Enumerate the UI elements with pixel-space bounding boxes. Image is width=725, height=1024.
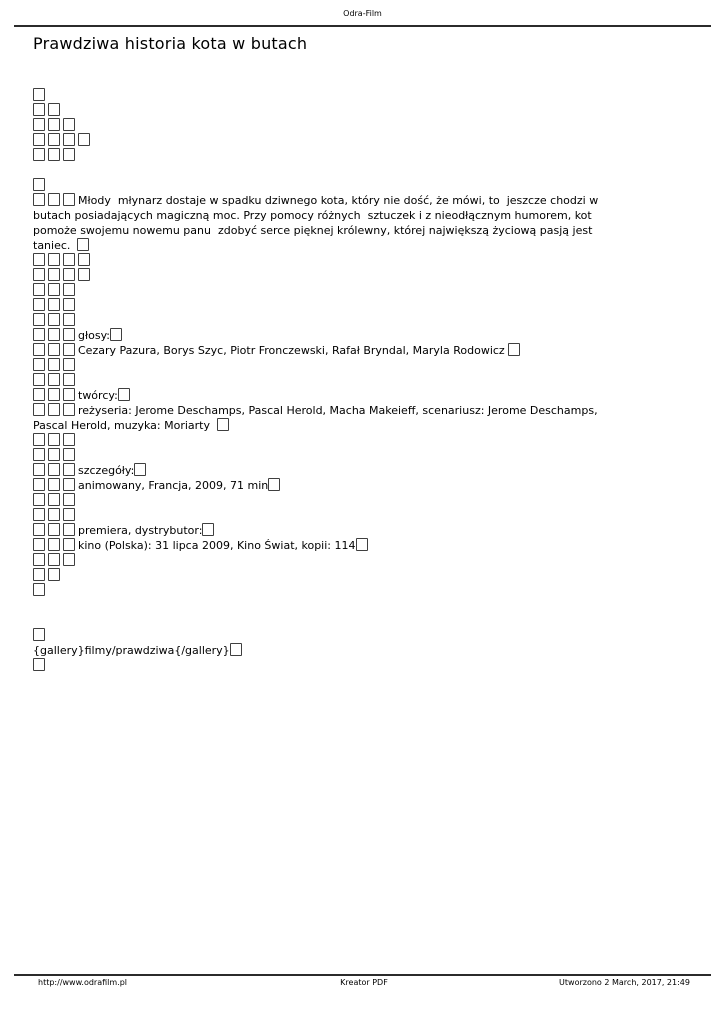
missing-glyph-box-icon	[63, 343, 75, 356]
missing-glyph-box-icon	[48, 343, 60, 356]
missing-glyph-box-icon	[48, 118, 60, 131]
missing-glyph-box-icon	[33, 313, 45, 326]
missing-glyph-box-icon	[33, 508, 45, 521]
text-line	[33, 598, 703, 613]
text-line	[33, 493, 703, 508]
missing-glyph-box-icon	[33, 268, 45, 281]
missing-glyph-box-icon	[33, 283, 45, 296]
missing-glyph-box-icon	[48, 313, 60, 326]
missing-glyph-box-icon	[33, 553, 45, 566]
footer-rule	[14, 974, 711, 976]
missing-glyph-box-icon	[33, 133, 45, 146]
missing-glyph-box-icon	[63, 328, 75, 341]
text-line: Młody młynarz dostaje w spadku dziwnego kota, który nie dość, że mówi, to jeszcze chodzi w	[33, 193, 703, 208]
text-line	[33, 358, 703, 373]
text-line	[33, 568, 703, 583]
missing-glyph-box-icon	[63, 448, 75, 461]
text-line	[33, 313, 703, 328]
missing-glyph-box-icon	[48, 298, 60, 311]
missing-glyph-box-icon	[134, 463, 146, 476]
missing-glyph-box-icon	[33, 478, 45, 491]
missing-glyph-box-icon	[48, 148, 60, 161]
missing-glyph-box-icon	[63, 538, 75, 551]
missing-glyph-box-icon	[48, 448, 60, 461]
missing-glyph-box-icon	[78, 133, 90, 146]
missing-glyph-box-icon	[33, 433, 45, 446]
missing-glyph-box-icon	[33, 373, 45, 386]
missing-glyph-box-icon	[63, 433, 75, 446]
missing-glyph-box-icon	[33, 178, 45, 191]
text-line	[33, 268, 703, 283]
text-line	[33, 298, 703, 313]
text-line	[33, 253, 703, 268]
missing-glyph-box-icon	[33, 523, 45, 536]
text-line	[33, 148, 703, 163]
missing-glyph-box-icon	[48, 388, 60, 401]
text-line	[33, 628, 703, 643]
missing-glyph-box-icon	[78, 268, 90, 281]
missing-glyph-box-icon	[508, 343, 520, 356]
missing-glyph-box-icon	[48, 328, 60, 341]
missing-glyph-box-icon	[48, 493, 60, 506]
missing-glyph-box-icon	[63, 553, 75, 566]
header-site-name: Odra-Film	[343, 9, 382, 18]
text-line: kino (Polska): 31 lipca 2009, Kino Świat, kopii: 114	[33, 538, 703, 553]
page-title: Prawdziwa historia kota w butach	[33, 34, 308, 53]
missing-glyph-box-icon	[33, 358, 45, 371]
header-rule	[14, 25, 711, 27]
text-line: głosy:	[33, 328, 703, 343]
missing-glyph-box-icon	[78, 253, 90, 266]
text-line: taniec.	[33, 238, 703, 253]
missing-glyph-box-icon	[33, 103, 45, 116]
missing-glyph-box-icon	[48, 103, 60, 116]
missing-glyph-box-icon	[268, 478, 280, 491]
missing-glyph-box-icon	[63, 133, 75, 146]
missing-glyph-box-icon	[63, 508, 75, 521]
missing-glyph-box-icon	[33, 193, 45, 206]
missing-glyph-box-icon	[63, 388, 75, 401]
missing-glyph-box-icon	[48, 568, 60, 581]
text-line	[33, 118, 703, 133]
missing-glyph-box-icon	[48, 358, 60, 371]
missing-glyph-box-icon	[63, 283, 75, 296]
text-line: Pascal Herold, muzyka: Moriarty	[33, 418, 703, 433]
text-line	[33, 178, 703, 193]
text-line: pomoże swojemu nowemu panu zdobyć serce pięknej królewny, której największą życiową pasją jest	[33, 224, 593, 237]
missing-glyph-box-icon	[33, 148, 45, 161]
text-line	[33, 658, 703, 673]
text-line	[33, 283, 703, 298]
missing-glyph-box-icon	[63, 268, 75, 281]
missing-glyph-box-icon	[33, 88, 45, 101]
text-line	[33, 508, 703, 523]
text-line	[33, 133, 703, 148]
missing-glyph-box-icon	[33, 568, 45, 581]
text-line: animowany, Francja, 2009, 71 min	[33, 478, 703, 493]
missing-glyph-box-icon	[356, 538, 368, 551]
missing-glyph-box-icon	[48, 538, 60, 551]
text-line: reżyseria: Jerome Deschamps, Pascal Herold, Macha Makeieff, scenariusz: Jerome Deschamps,	[33, 403, 703, 418]
missing-glyph-box-icon	[48, 268, 60, 281]
missing-glyph-box-icon	[33, 328, 45, 341]
text-line	[33, 163, 703, 178]
missing-glyph-box-icon	[33, 298, 45, 311]
missing-glyph-box-icon	[63, 148, 75, 161]
text-line	[33, 553, 703, 568]
text-line	[33, 373, 703, 388]
missing-glyph-box-icon	[48, 523, 60, 536]
missing-glyph-box-icon	[63, 493, 75, 506]
missing-glyph-box-icon	[33, 628, 45, 641]
missing-glyph-box-icon	[33, 403, 45, 416]
missing-glyph-box-icon	[48, 433, 60, 446]
missing-glyph-box-icon	[33, 538, 45, 551]
missing-glyph-box-icon	[63, 523, 75, 536]
missing-glyph-box-icon	[217, 418, 229, 431]
page-header	[0, 9, 725, 18]
missing-glyph-box-icon	[63, 463, 75, 476]
missing-glyph-box-icon	[48, 478, 60, 491]
missing-glyph-box-icon	[48, 133, 60, 146]
missing-glyph-box-icon	[48, 193, 60, 206]
missing-glyph-box-icon	[63, 253, 75, 266]
missing-glyph-box-icon	[33, 583, 45, 596]
missing-glyph-box-icon	[63, 373, 75, 386]
missing-glyph-box-icon	[77, 238, 89, 251]
missing-glyph-box-icon	[63, 118, 75, 131]
missing-glyph-box-icon	[48, 403, 60, 416]
missing-glyph-box-icon	[33, 388, 45, 401]
missing-glyph-box-icon	[63, 298, 75, 311]
missing-glyph-box-icon	[63, 313, 75, 326]
missing-glyph-box-icon	[48, 373, 60, 386]
text-line: premiera, dystrybutor:	[33, 523, 703, 538]
missing-glyph-box-icon	[48, 253, 60, 266]
missing-glyph-box-icon	[63, 478, 75, 491]
missing-glyph-box-icon	[63, 403, 75, 416]
missing-glyph-box-icon	[48, 463, 60, 476]
text-line: szczegóły:	[33, 463, 703, 478]
missing-glyph-box-icon	[48, 283, 60, 296]
missing-glyph-box-icon	[33, 463, 45, 476]
text-line	[33, 433, 703, 448]
text-line: butach posiadających magiczną moc. Przy pomocy różnych sztuczek i z nieodłącznym humorem, kot	[33, 209, 592, 222]
missing-glyph-box-icon	[48, 508, 60, 521]
missing-glyph-box-icon	[33, 343, 45, 356]
missing-glyph-box-icon	[202, 523, 214, 536]
text-line: twórcy:	[33, 388, 703, 403]
footer-generator: Kreator PDF	[340, 978, 388, 987]
text-line	[33, 88, 703, 103]
text-line: Cezary Pazura, Borys Szyc, Piotr Fronczewski, Rafał Bryndal, Maryla Rodowicz	[33, 343, 703, 358]
missing-glyph-box-icon	[230, 643, 242, 656]
footer-timestamp: Utworzono 2 March, 2017, 21:49	[559, 978, 690, 987]
missing-glyph-box-icon	[63, 358, 75, 371]
missing-glyph-box-icon	[33, 658, 45, 671]
footer-url: http://www.odrafilm.pl	[38, 978, 128, 987]
text-line: {gallery}filmy/prawdziwa{/gallery}	[33, 643, 703, 658]
text-line	[33, 448, 703, 463]
missing-glyph-box-icon	[118, 388, 130, 401]
text-line	[33, 583, 703, 598]
missing-glyph-box-icon	[33, 493, 45, 506]
document-body	[33, 88, 703, 673]
missing-glyph-box-icon	[33, 253, 45, 266]
missing-glyph-box-icon	[33, 118, 45, 131]
missing-glyph-box-icon	[63, 193, 75, 206]
missing-glyph-box-icon	[33, 448, 45, 461]
missing-glyph-box-icon	[48, 553, 60, 566]
page-footer	[38, 978, 690, 987]
text-line	[33, 103, 703, 118]
text-line	[33, 613, 703, 628]
missing-glyph-box-icon	[110, 328, 122, 341]
